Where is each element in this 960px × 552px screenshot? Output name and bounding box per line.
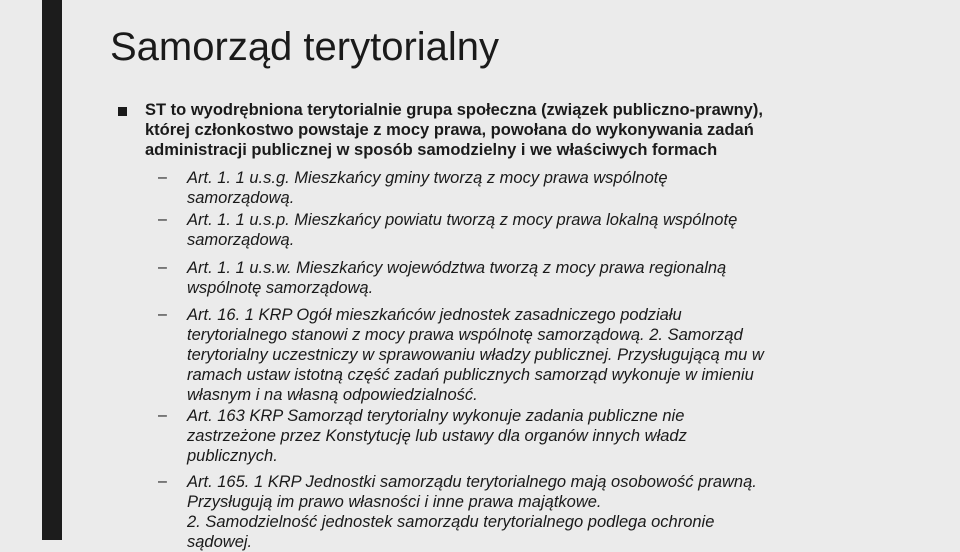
main-point-line: administracji publicznej w sposób samodzielny i we właściwych formach: [145, 141, 718, 159]
main-point: [145, 100, 875, 160]
sub-point-line: terytorialnego stanowi z mocy prawa wspólnotę samorządową. 2. Samorząd: [187, 326, 743, 344]
main-point-line: ST to wyodrębniona terytorialnie grupa społeczna (związek publiczno-prawny),: [145, 101, 763, 119]
sub-point-line: własnym i na własną odpowiedzialność.: [187, 386, 478, 404]
dash-bullet-icon: –: [158, 211, 167, 228]
square-bullet-icon: [118, 107, 127, 116]
sub-point-line: samorządową.: [187, 231, 295, 249]
sub-point-line: Art. 163 KRP Samorząd terytorialny wykonuje zadania publiczne nie: [187, 407, 685, 425]
sub-point-line: publicznych.: [187, 447, 278, 465]
sub-point-text: [187, 210, 867, 250]
sub-point-line: Art. 1. 1 u.s.w. Mieszkańcy województwa tworzą z mocy prawa regionalną: [187, 259, 727, 277]
sub-point-text: [187, 472, 867, 552]
dash-bullet-icon: –: [158, 407, 167, 424]
sub-point-line: Przysługują im prawo własności i inne prawa majątkowe.: [187, 493, 602, 511]
sub-point-line: terytorialny uczestniczy w sprawowaniu władzy publicznej. Przysługującą mu w: [187, 346, 764, 364]
sub-point-line: Art. 16. 1 KRP Ogół mieszkańców jednostek zasadniczego podziału: [187, 306, 682, 324]
sub-point-line: 2. Samodzielność jednostek samorządu terytorialnego podlega ochronie: [187, 513, 715, 531]
sub-point-text: [187, 406, 867, 466]
dash-bullet-icon: –: [158, 473, 167, 490]
sub-point-line: wspólnotę samorządową.: [187, 279, 374, 297]
sub-point-line: Art. 165. 1 KRP Jednostki samorządu terytorialnego mają osobowość prawną.: [187, 473, 757, 491]
sub-point-line: sądowej.: [187, 533, 253, 551]
left-accent-bar: [42, 0, 62, 540]
dash-bullet-icon: –: [158, 259, 167, 276]
sub-point-line: Art. 1. 1 u.s.p. Mieszkańcy powiatu tworzą z mocy prawa lokalną wspólnotę: [187, 211, 738, 229]
main-point-line: której członkostwo powstaje z mocy prawa, powołana do wykonywania zadań: [145, 121, 754, 139]
sub-point-line: Art. 1. 1 u.s.g. Mieszkańcy gminy tworzą z mocy prawa wspólnotę: [187, 169, 668, 187]
dash-bullet-icon: –: [158, 169, 167, 186]
sub-point-line: ramach ustaw istotną część zadań publicznych samorząd wykonuje w imieniu: [187, 366, 754, 384]
sub-point-text: [187, 258, 867, 298]
dash-bullet-icon: –: [158, 306, 167, 323]
sub-point-text: [187, 168, 867, 208]
sub-point-line: samorządową.: [187, 189, 295, 207]
slide-title: Samorząd terytorialny: [110, 25, 500, 69]
sub-point-text: [187, 305, 867, 405]
sub-point-line: zastrzeżone przez Konstytucję lub ustawy dla organów innych władz: [187, 427, 687, 445]
